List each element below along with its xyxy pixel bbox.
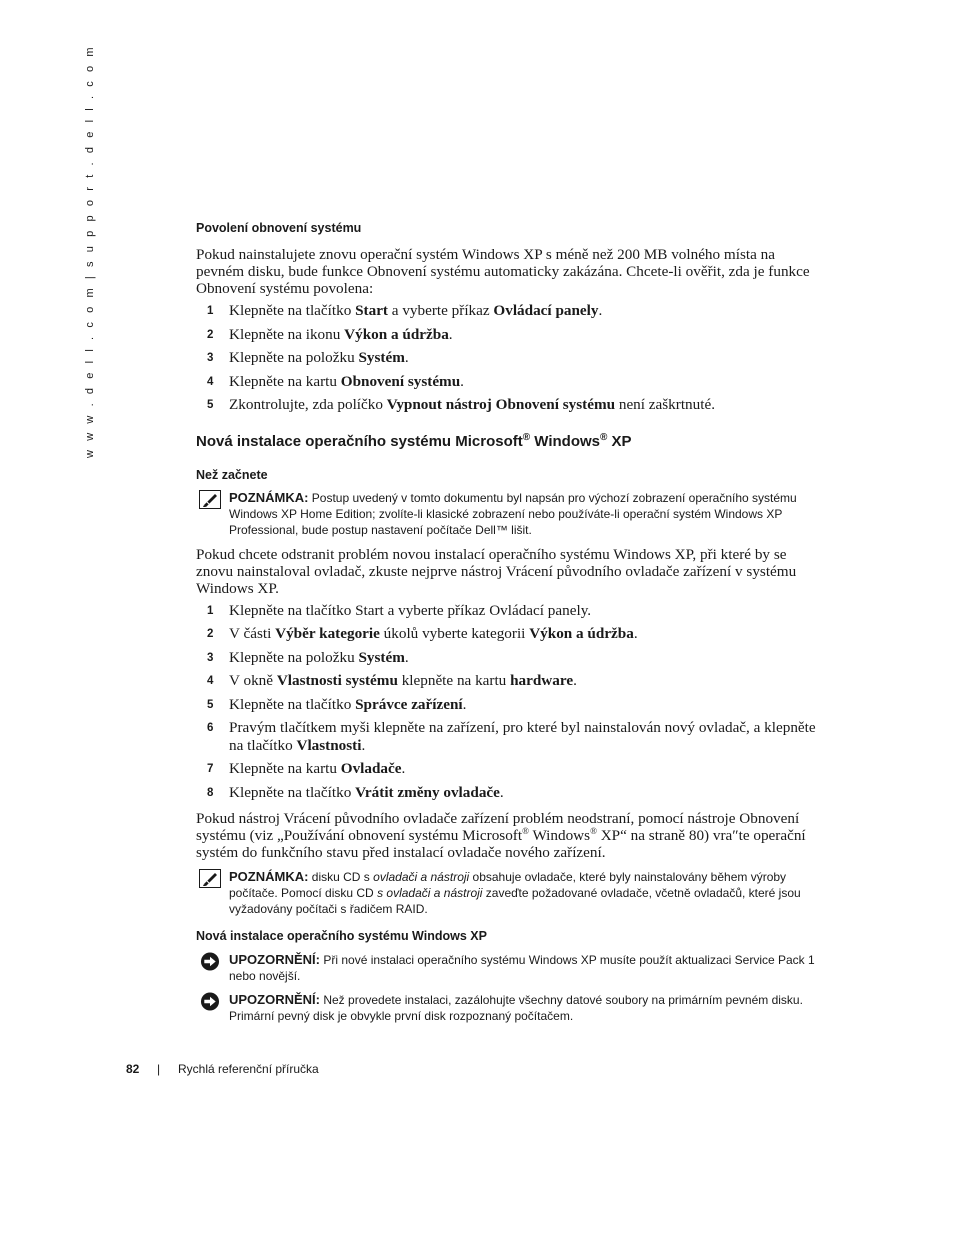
list-item: 6 Pravým tlačítkem myši klepněte na zařízení, pro které byl nainstalován nový ovladač, a klepněte na tlačítko Vlastnosti. <box>207 719 816 754</box>
page-number: 82 <box>126 1062 140 1076</box>
notice-1: UPOZORNĚNÍ: Při nové instalaci operačního systému Windows XP musíte použít aktualizaci Service Pack 1 nebo novější. <box>196 952 816 984</box>
notice-arrow-icon <box>199 992 221 1011</box>
paragraph-rollback: Pokud chcete odstranit problém novou instalací operačního systému Windows XP, při které by se znovu nainstaloval ovladač, zkuste nejprve nástroj Vrácení původního ovladače zařízení v systému Windows XP. <box>196 545 797 597</box>
list-item: 8 Klepněte na tlačítko Vrátit změny ovladače. <box>207 783 504 801</box>
notice-arrow-icon <box>199 952 221 971</box>
note-pencil-icon <box>199 490 221 509</box>
note-pencil-icon <box>199 869 221 888</box>
side-url: w w w . d e l l . c o m | s u p p o r t . d e l l . c o m <box>84 44 96 458</box>
main-content <box>196 221 816 1024</box>
list-item: 3 Klepněte na položku Systém. <box>207 648 409 666</box>
list-item: 2 V části Výběr kategorie úkolů vyberte kategorii Výkon a údržba. <box>207 625 638 642</box>
paragraph-enable-restore: Pokud nainstalujete znovu operační systém Windows XP s méně než 200 MB volného místa na pevném disku, bude funkce Obnovení systému automaticky zakázána. Chcete-li ověřit, zda je funkce Obnovení systému povolena: <box>196 246 810 297</box>
footer-title: Rychlá referenční příručka <box>178 1062 319 1076</box>
heading-reinstall-windows-xp: Nová instalace operačního systému Windows XP <box>196 929 487 943</box>
list-item: 1 Klepněte na tlačítko Start a vyberte příkaz Ovládací panely. <box>207 302 603 319</box>
list-item: 2 Klepněte na ikonu Výkon a údržba. <box>207 325 453 343</box>
footer-separator: | <box>157 1062 161 1076</box>
list-item: 3 Klepněte na položku Systém. <box>207 349 409 366</box>
list-item: 4 Klepněte na kartu Obnovení systému. <box>207 372 464 390</box>
list-item: 5 Klepněte na tlačítko Správce zařízení. <box>207 695 467 713</box>
steps-enable-restore <box>196 302 816 414</box>
heading-enable-restore: Povolení obnovení systému <box>196 221 362 235</box>
list-item: 5 Zkontrolujte, zda políčko Vypnout nástroj Obnovení systému není zaškrtnuté. <box>207 396 715 413</box>
note-2: POZNÁMKA: disku CD s ovladači a nástroji obsahuje ovladače, které byly nainstalovány během výroby počítače. Pomocí disku CD s ovladači a nástroji zaveďte požadované ovladače, včetně ovladačů, které jsou vyžadovány počítači s řadičem RAID. <box>196 869 816 917</box>
list-item: 1 Klepněte na tlačítko Start a vyberte příkaz Ovládací panely. <box>207 601 592 619</box>
note-1: POZNÁMKA: Postup uvedený v tomto dokumentu byl napsán pro výchozí zobrazení operačního systému Windows XP Home Edition; zvolíte-li klasické zobrazení nebo používáte-li operační systém Windows XP Professional, bude postup nastavení počítače Dell™ lišit. <box>196 490 816 538</box>
heading-before-you-begin: Než začnete <box>196 467 268 482</box>
list-item: 4 V okně Vlastnosti systému klepněte na kartu hardware. <box>207 672 577 689</box>
notice-2: UPOZORNĚNÍ: Než provedete instalaci, zazálohujte všechny datové soubory na primárním pevném disku. Primární pevný disk je obvykle první disk rozpoznaný počítačem. <box>196 992 816 1024</box>
steps-rollback <box>196 602 816 802</box>
paragraph-system-restore: Pokud nástroj Vrácení původního ovladače zařízení problém neodstraní, pomocí nástroje Obnovení systému (viz „Používání obnovení systému Microsoft® Windows® XP“ na straně 80) vra″te operační systém do funkčního stavu před instalací ovladače nového zařízení. <box>196 810 806 861</box>
heading-reinstall-xp: Nová instalace operačního systému Microsoft® Windows® XP <box>196 431 632 450</box>
list-item: 7 Klepněte na kartu Ovladače. <box>207 760 406 777</box>
